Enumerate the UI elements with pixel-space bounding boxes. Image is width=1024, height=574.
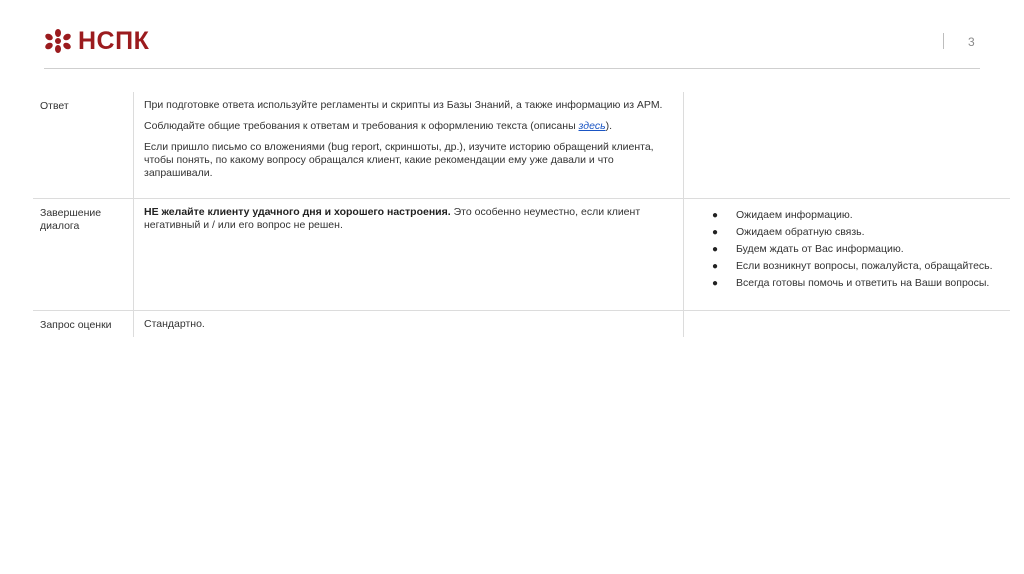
warning-text: Это особенно неуместно, если клиент негативный и / или его вопрос не решен. xyxy=(144,206,641,231)
list-item xyxy=(712,260,1002,273)
table-row xyxy=(33,198,1010,310)
requirements-text: Соблюдайте общие требования к ответам и требования к оформлению текста (описаны xyxy=(144,120,579,132)
bullet-icon: ● xyxy=(712,210,719,221)
table-row xyxy=(33,92,1010,198)
row-content xyxy=(134,92,684,198)
row-content: Стандартно. xyxy=(134,311,684,337)
bullet-icon: ● xyxy=(712,227,719,238)
list-item-text: Ожидаем информацию. xyxy=(736,209,853,221)
paragraph: При подготовке ответа используйте регламенты и скрипты из Базы Знаний, а также информацию из АРМ. xyxy=(144,99,663,111)
page-number-separator xyxy=(943,33,944,49)
row-content xyxy=(134,199,684,310)
table-row xyxy=(33,310,1010,337)
list-item xyxy=(712,243,1002,256)
list-item-text: Если возникнут вопросы, пожалуйста, обращайтесь. xyxy=(736,260,993,272)
requirements-end: ). xyxy=(605,120,613,132)
header-divider xyxy=(44,68,980,69)
list-item-text: Всегда готовы помочь и ответить на Ваши вопросы. xyxy=(736,277,990,289)
row-examples xyxy=(684,199,1010,310)
row-examples xyxy=(684,92,1010,198)
bullet-icon: ● xyxy=(712,261,719,272)
paragraph xyxy=(144,120,673,133)
row-label: Ответ xyxy=(33,92,134,198)
bullet-icon: ● xyxy=(712,278,719,289)
row-label: Завершение диалога xyxy=(33,199,134,310)
bullet-icon: ● xyxy=(712,244,719,255)
list-item xyxy=(712,226,1002,239)
paragraph: Если пришло письмо со вложениями (bug report, скриншоты, др.), изучите историю обращений клиента, чтобы понять, по какому вопросу обращался клиент, какие рекомендации ему уже давали и что запрашивали. xyxy=(144,141,654,179)
list-item-text: Ожидаем обратную связь. xyxy=(736,226,865,238)
logo-text: НСПК xyxy=(78,27,150,55)
list-item-text: Будем ждать от Вас информацию. xyxy=(736,243,904,255)
list-item xyxy=(712,277,1002,290)
slide-header xyxy=(0,0,1024,70)
requirements-link[interactable]: здесь xyxy=(578,120,606,132)
row-label: Запрос оценки xyxy=(33,311,134,337)
page-number: 3 xyxy=(968,35,975,49)
paragraph xyxy=(144,206,673,232)
list-item xyxy=(712,209,1002,222)
nspk-logo xyxy=(44,28,149,54)
flower-logo-icon xyxy=(44,29,72,53)
guidelines-table xyxy=(33,92,1010,337)
warning-bold-text: НЕ желайте клиенту удачного дня и хорошего настроения. xyxy=(144,206,451,218)
row-examples xyxy=(684,311,1010,337)
phrase-list xyxy=(712,209,1002,290)
